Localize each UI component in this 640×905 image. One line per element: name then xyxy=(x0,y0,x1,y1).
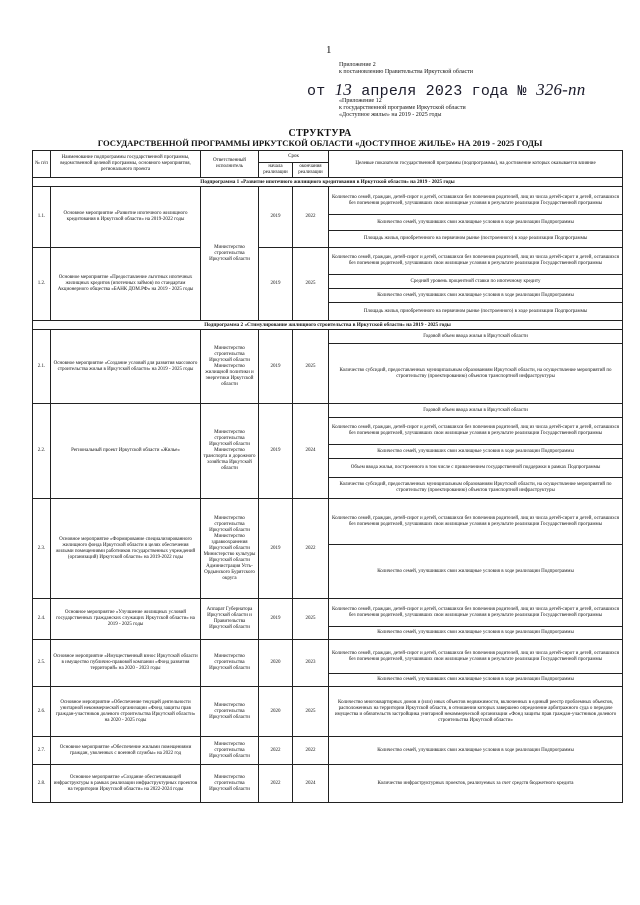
row-name: Основное мероприятие «Развитие ипотечного жилищного кредитования в Иркутской области» на 2019-2022 годы xyxy=(51,187,201,248)
indicator: Количество семей, улучшивших свои жилищные условия в ходе реализации Подпрограммы xyxy=(329,445,623,459)
table-row xyxy=(33,248,623,275)
subprogram-1-row xyxy=(33,178,623,187)
col-term: Срок xyxy=(259,151,329,163)
indicator: Количество семей, граждан, детей-сирот и детей, оставшихся без попечения родителей, лиц из числа детей-сирот и детей, оставшихся без попечения родителей, улучшивших свои жилищные условия в результате реализации Государственной программы xyxy=(329,640,623,674)
row-name: Основное мероприятие «Предоставление льготных ипотечных жилищных кредитов (ипотечных займов) по стандартам Акционерного общества «БАНК ДОМ.РФ» на 2019 - 2025 годы xyxy=(51,248,201,321)
row-end: 2025 xyxy=(293,330,329,404)
row-end: 2022 xyxy=(293,499,329,599)
indicator: Годовой объем ввода жилья в Иркутской области xyxy=(329,404,623,418)
row-start: 2019 xyxy=(259,187,293,248)
indicator: Количество семей, улучшивших свои жилищные условия в ходе реализации Подпрограммы xyxy=(329,627,623,640)
row-end: 2025 xyxy=(293,248,329,321)
row-end: 2024 xyxy=(293,404,329,499)
row-num: 2.1. xyxy=(33,330,51,404)
row-num: 1.2. xyxy=(33,248,51,321)
table-row xyxy=(33,187,623,215)
row-start: 2019 xyxy=(259,248,293,321)
row-start: 2019 xyxy=(259,330,293,404)
table-row xyxy=(33,737,623,765)
row-exec: Министерство строительства Иркутской области Министерство жилищной политики и энергетики Иркутской области xyxy=(201,330,259,404)
structure-table xyxy=(32,150,623,803)
row-start: 2020 xyxy=(259,687,293,737)
row-name: Региональный проект Иркутской области «Жилье» xyxy=(51,404,201,499)
row-name: Основное мероприятие «Имущественный взнос Иркутской области в имущество публично-правовой компании «Фонд развития территорий» на 2020 - 2023 годы xyxy=(51,640,201,687)
program-name-line: «Доступное жилье» на 2019 - 2025 годы xyxy=(339,112,442,118)
indicator: Количество семей, улучшивших свои жилищные условия в ходе реализации Подпрограммы xyxy=(329,215,623,231)
row-name: Основное мероприятие «Обеспечение текущей деятельности унитарной некоммерческой организации «Фонд защиты прав граждан-участников долевого строительства Иркутской области» на 2020 - 2025 годы xyxy=(51,687,201,737)
row-num: 1.1. xyxy=(33,187,51,248)
indicator: Количество семей, граждан, детей-сирот и детей, оставшихся без попечения родителей, лиц из числа детей-сирот и детей, оставшихся без попечения родителей, улучшивших свои жилищные условия в результате реализации Государственной программы xyxy=(329,418,623,445)
indicator: Количество семей, граждан, детей-сирот и детей, оставшихся без попечения родителей, лиц из числа детей-сирот и детей, оставшихся без попечения родителей, улучшивших свои жилищные условия в результате реализации Государственной программы xyxy=(329,187,623,215)
row-end: 2025 xyxy=(293,687,329,737)
col-start: начала реализации xyxy=(259,163,293,178)
col-indicators: Целевые показатели государственной программы (подпрограммы), на достижение которых оказывается влияние xyxy=(329,151,623,178)
row-num: 2.2. xyxy=(33,404,51,499)
subprogram-1-title: Подпрограмма 1 «Развитие ипотечного жилищного кредитования в Иркутской области» на 2019 - 2025 годы xyxy=(33,178,623,187)
row-exec: Аппарат Губернатора Иркутской области и Правительства Иркутской области xyxy=(201,599,259,640)
row-exec: Министерство строительства Иркутской области xyxy=(201,640,259,687)
row-start: 2019 xyxy=(259,599,293,640)
table-row xyxy=(33,499,623,545)
row-exec: Министерство строительства Иркутской области Министерство транспорта и дорожного хозяйства Иркутской области xyxy=(201,404,259,499)
doc-subtitle: ГОСУДАРСТВЕННОЙ ПРОГРАММЫ ИРКУТСКОЙ ОБЛАСТИ «ДОСТУПНОЕ ЖИЛЬЕ» НА 2019 - 2025 ГОДЫ xyxy=(97,138,543,148)
row-exec: Министерство строительства Иркутской области xyxy=(201,737,259,765)
row-exec: Министерство строительства Иркутской области xyxy=(201,765,259,803)
row-start: 2020 xyxy=(259,640,293,687)
table-row xyxy=(33,640,623,674)
row-name: Основное мероприятие «Создание условий для развития массового строительства жилья в Иркутской области» на 2019 - 2025 годы xyxy=(51,330,201,404)
table-row xyxy=(33,404,623,418)
stamp-year: 2023 xyxy=(425,83,463,100)
subprogram-2-row xyxy=(33,321,623,330)
row-end: 2023 xyxy=(293,640,329,687)
indicator: Объем ввода жилья, построенного в том числе с привлечением государственной поддержки в рамках Подпрограммы xyxy=(329,459,623,478)
stamp-day: 13 xyxy=(334,80,353,99)
subprogram-2-title: Подпрограмма 2 «Стимулирование жилищного строительства в Иркутской области» на 2019 - 2025 годы xyxy=(33,321,623,330)
row-exec: Министерство строительства Иркутской области xyxy=(201,687,259,737)
indicator: Количество семей, улучшивших свои жилищные условия в ходе реализации Подпрограммы xyxy=(329,289,623,303)
col-exec: Ответственный исполнитель xyxy=(201,151,259,178)
row-end: 2022 xyxy=(293,187,329,248)
table-row xyxy=(33,687,623,737)
row-name: Основное мероприятие «Формирование специализированного жилищного фонда Иркутской области в целях обеспечения жилыми помещениями работников государственных учреждений (организаций) Иркутской области» на 2019-2022 годы xyxy=(51,499,201,599)
table-row xyxy=(33,765,623,803)
row-num: 2.6. xyxy=(33,687,51,737)
indicator: Годовой объем ввода жилья в Иркутской области xyxy=(329,330,623,344)
row-num: 2.7. xyxy=(33,737,51,765)
indicator: Количество инфраструктурных проектов, реализуемых за счет средств бюджетного кредита xyxy=(329,765,623,803)
stamp-prefix: от xyxy=(307,83,326,100)
row-start: 2022 xyxy=(259,765,293,803)
indicator: Площадь жилья, приобретенного на первичном рынке (построенного) в ходе реализации Подпрограммы xyxy=(329,231,623,248)
appendix-12-line: «Приложение 12 xyxy=(339,98,382,104)
col-name: Наименование подпрограммы государственной программы, ведомственной целевой программы, основного мероприятия, регионального проекта xyxy=(51,151,201,178)
doc-title: СТРУКТУРА xyxy=(288,128,352,139)
row-start: 2019 xyxy=(259,404,293,499)
indicator: Количество субсидий, предоставленных муниципальным образованиям Иркутской области, на осуществление мероприятий по строительству (проектированию) объектов транспортной инфраструктуры xyxy=(329,344,623,404)
row-exec: Министерство строительства Иркутской области Министерство здравоохранения Иркутской области Министерство культуры Иркутской области Администрация Усть-Ордынского Бурятского округа xyxy=(201,499,259,599)
col-num: № п/п xyxy=(33,151,51,178)
row-exec: Министерство строительства Иркутской области xyxy=(201,187,259,321)
indicator: Количество многоквартирных домов и (или) иных объектов недвижимости, включенных в единый реестр проблемных объектов, расположенных на территории Иркутской области, в отношении которых завершено определение арбитражного суда о передаче имущества и обязательств застройщика унитарной некоммерческой организации «Фонд защиты прав граждан-участников долевого строительства Иркутской области» xyxy=(329,687,623,737)
indicator: Количество семей, граждан, детей-сирот и детей, оставшихся без попечения родителей, лиц из числа детей-сирот и детей, оставшихся без попечения родителей, улучшивших свои жилищные условия в результате реализации Государственной программы xyxy=(329,499,623,545)
indicator: Количество семей, улучшивших свои жилищные условия в ходе реализации Подпрограммы xyxy=(329,737,623,765)
row-num: 2.4. xyxy=(33,599,51,640)
program-line: к государственной программе Иркутской области xyxy=(339,105,466,111)
stamp-number: 326-пп xyxy=(536,80,586,99)
indicator: Площадь жилья, приобретенного на первичном рынке (построенного) в ходе реализации Подпрограммы xyxy=(329,303,623,321)
row-num: 2.8. xyxy=(33,765,51,803)
appendix-line: Приложение 2 xyxy=(339,62,376,68)
stamp-suffix: года № xyxy=(471,83,527,100)
stamp-month: апреля xyxy=(361,83,417,100)
indicator: Количество субсидий, предоставленных муниципальным образованиям Иркутской области, на осуществление мероприятий по строительству (проектированию) объектов транспортной инфраструктуры xyxy=(329,478,623,499)
indicator: Средний уровень процентной ставки по ипотечному кредиту xyxy=(329,275,623,289)
table-row xyxy=(33,599,623,627)
indicator: Количество семей, улучшивших свои жилищные условия в ходе реализации Подпрограммы xyxy=(329,545,623,599)
row-num: 2.5. xyxy=(33,640,51,687)
row-start: 2019 xyxy=(259,499,293,599)
row-end: 2022 xyxy=(293,737,329,765)
indicator: Количество семей, граждан, детей-сирот и детей, оставшихся без попечения родителей, лиц из числа детей-сирот и детей, оставшихся без попечения родителей, улучшивших свои жилищные условия в результате реализации Государственной программы xyxy=(329,248,623,275)
row-end: 2024 xyxy=(293,765,329,803)
resolution-line: к постановлению Правительства Иркутской области xyxy=(339,69,473,75)
col-end: окончания реализации xyxy=(293,163,329,178)
row-num: 2.3. xyxy=(33,499,51,599)
row-name: Основное мероприятие «Улучшение жилищных условий государственных гражданских служащих Иркутской области» на 2019 - 2025 годы xyxy=(51,599,201,640)
table-row xyxy=(33,330,623,344)
page-number: 1 xyxy=(326,44,332,56)
row-start: 2022 xyxy=(259,737,293,765)
row-end: 2025 xyxy=(293,599,329,640)
row-name: Основное мероприятие «Обеспечение жилыми помещениями граждан, уволенных с военной службы» на 2022 год xyxy=(51,737,201,765)
resolution-stamp xyxy=(307,80,585,100)
indicator: Количество семей, улучшивших свои жилищные условия в ходе реализации Подпрограммы xyxy=(329,674,623,687)
row-name: Основное мероприятие «Создание обеспечивающей инфраструктуры в рамках реализации инфраструктурных проектов на территории Иркутской области» на 2022-2024 годы xyxy=(51,765,201,803)
table-header-row xyxy=(33,151,623,163)
indicator: Количество семей, граждан, детей-сирот и детей, оставшихся без попечения родителей, лиц из числа детей-сирот и детей, оставшихся без попечения родителей, улучшивших свои жилищные условия в результате реализации Государственной программы xyxy=(329,599,623,627)
